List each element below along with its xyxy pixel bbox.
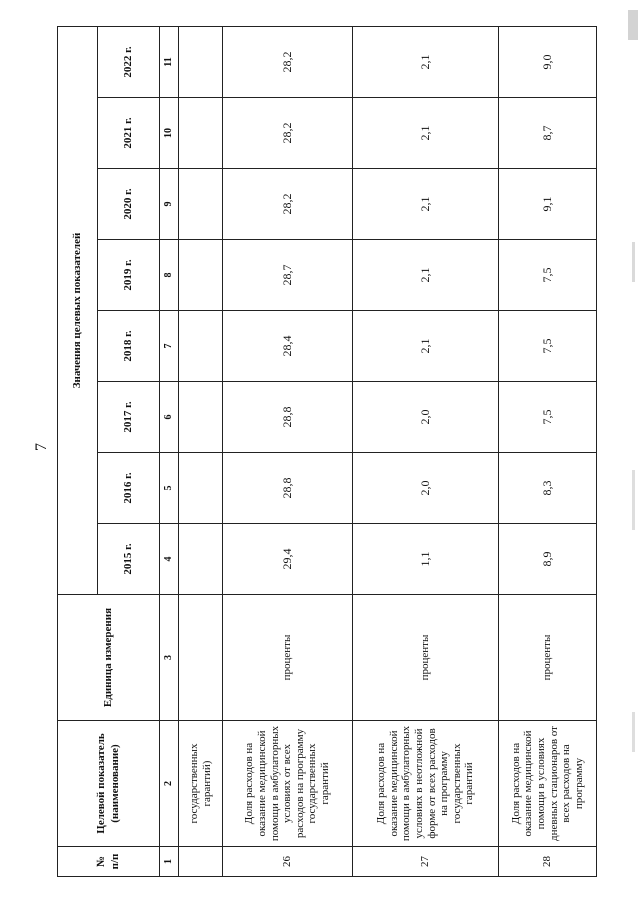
- scan-artifact: [632, 712, 635, 752]
- row-value: [179, 453, 223, 524]
- row-value: [179, 98, 223, 169]
- row-value: [179, 169, 223, 240]
- row-value: [179, 311, 223, 382]
- header-num: № п/п: [58, 847, 160, 877]
- scan-artifact: [632, 242, 635, 282]
- row-num: 27: [353, 847, 499, 877]
- column-index: 10: [160, 98, 179, 169]
- row-value: 28,7: [223, 240, 353, 311]
- row-value: 28,2: [223, 98, 353, 169]
- row-value: 2,1: [353, 311, 499, 382]
- table-row: [353, 26, 499, 876]
- row-value: 8,3: [499, 453, 597, 524]
- scan-artifact: [628, 10, 638, 40]
- column-index: 6: [160, 382, 179, 453]
- header-year: 2019 г.: [98, 240, 160, 311]
- row-value: [179, 382, 223, 453]
- column-index: 11: [160, 26, 179, 97]
- row-value: 9,0: [499, 26, 597, 97]
- row-value: 2,1: [353, 240, 499, 311]
- row-indicator: Доля расходов на оказание медицинской помощи в амбулаторных условиях в неотложной форме от всех расходов на программу государственных гарантий: [353, 721, 499, 847]
- row-value: 8,7: [499, 98, 597, 169]
- header-year: 2021 г.: [98, 98, 160, 169]
- column-index: 1: [160, 847, 179, 877]
- table-row: [223, 26, 353, 876]
- header-year: 2018 г.: [98, 311, 160, 382]
- header-unit: Единица измерения: [58, 595, 160, 721]
- column-index: 9: [160, 169, 179, 240]
- column-index: 3: [160, 595, 179, 721]
- rotated-table-container: [57, 27, 593, 877]
- column-index: 5: [160, 453, 179, 524]
- row-value: 2,1: [353, 169, 499, 240]
- header-indicator: Целевой показатель (наименование): [58, 721, 160, 847]
- row-num: 28: [499, 847, 597, 877]
- column-index-row: [160, 26, 179, 876]
- column-index: 2: [160, 721, 179, 847]
- row-value: 28,8: [223, 382, 353, 453]
- column-index: 8: [160, 240, 179, 311]
- row-num: [179, 847, 223, 877]
- header-year: 2015 г.: [98, 524, 160, 595]
- row-value: 2,1: [353, 98, 499, 169]
- row-value: 2,0: [353, 382, 499, 453]
- row-value: 29,4: [223, 524, 353, 595]
- page-number: 7: [33, 443, 50, 451]
- row-value: [179, 240, 223, 311]
- column-index: 4: [160, 524, 179, 595]
- row-indicator: Доля расходов на оказание медицинской помощи в амбулаторных условиях от всех расходов на программу государственных гарантий: [223, 721, 353, 847]
- row-value: 28,8: [223, 453, 353, 524]
- header-year: 2016 г.: [98, 453, 160, 524]
- row-unit: проценты: [223, 595, 353, 721]
- row-unit: [179, 595, 223, 721]
- row-unit: проценты: [353, 595, 499, 721]
- row-value: 28,4: [223, 311, 353, 382]
- row-value: [179, 524, 223, 595]
- row-value: 28,2: [223, 26, 353, 97]
- header-year: 2017 г.: [98, 382, 160, 453]
- table-row: [499, 26, 597, 876]
- row-value: 1,1: [353, 524, 499, 595]
- row-value: 9,1: [499, 169, 597, 240]
- row-value: 2,0: [353, 453, 499, 524]
- targets-table: [57, 26, 597, 877]
- header-year: 2022 г.: [98, 26, 160, 97]
- header-values-group: Значения целевых показателей: [58, 26, 98, 594]
- table-row: [179, 26, 223, 876]
- row-unit: проценты: [499, 595, 597, 721]
- row-num: 26: [223, 847, 353, 877]
- row-value: 7,5: [499, 311, 597, 382]
- row-value: 28,2: [223, 169, 353, 240]
- column-index: 7: [160, 311, 179, 382]
- row-value: 2,1: [353, 26, 499, 97]
- row-value: 7,5: [499, 382, 597, 453]
- row-indicator: государственных гарантий): [179, 721, 223, 847]
- row-value: [179, 26, 223, 97]
- header-year: 2020 г.: [98, 169, 160, 240]
- row-value: 8,9: [499, 524, 597, 595]
- row-value: 7,5: [499, 240, 597, 311]
- scan-artifact: [632, 470, 635, 530]
- row-indicator: Доля расходов на оказание медицинской помощи в условиях дневных стационаров от всех расходов на программу: [499, 721, 597, 847]
